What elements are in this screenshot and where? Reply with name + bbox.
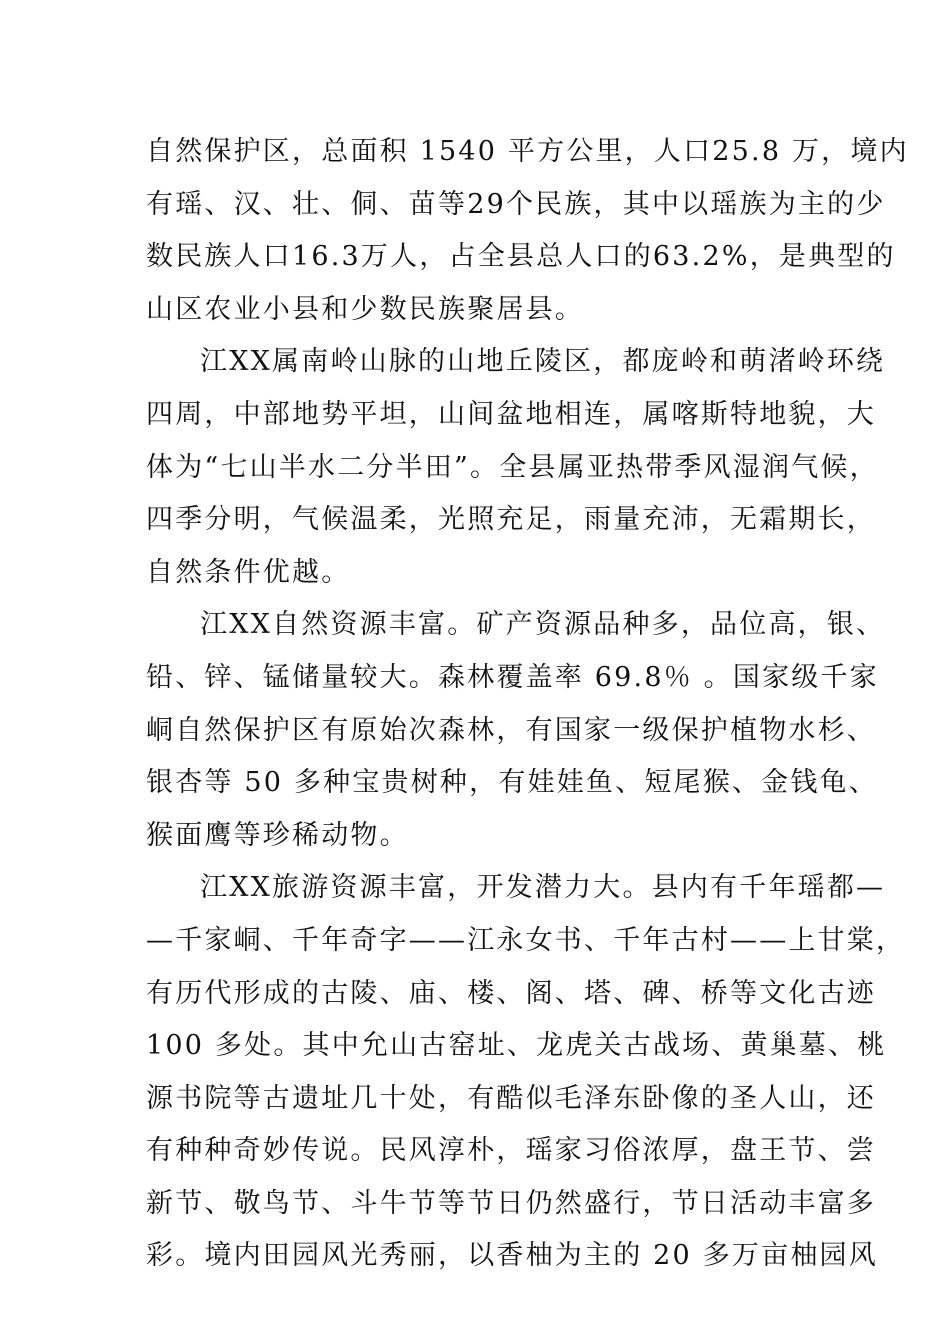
text-line: 数民族人口16.3万人，占全县总人口的63.2%，是典型的 [146,241,896,273]
text-line: 江XX旅游资源丰富，开发潜力大。县内有千年瑶都— [200,872,886,904]
paragraph-tourism [146,862,906,1283]
body-text [146,126,909,1283]
text-line: 四周，中部地势平坦，山间盆地相连，属喀斯特地貌，大 [146,398,876,430]
text-line: 峒自然保护区有原始次森林，有国家一级保护植物水杉、 [146,714,876,746]
text-line: 源书院等古遗址几十处，有酷似毛泽东卧像的圣人山，还 [146,1082,876,1114]
text-line: 新节、敬鸟节、斗牛节等节日仍然盛行，节日活动丰富多 [146,1187,876,1219]
text-line: 100 多处。其中允山古窑址、龙虎关古战场、黄巢墓、桃 [146,1030,887,1062]
text-line: 江XX自然资源丰富。矿产资源品种多，品位高，银、 [200,609,886,641]
paragraph-geography [146,336,886,599]
text-line: 有种种奇妙传说。民风淳朴，瑶家习俗浓厚，盘王节、尝 [146,1135,876,1167]
text-line: 自然保护区，总面积 1540 平方公里，人口25.8 万，境内 [146,136,909,167]
text-line: 四季分明，气候温柔，光照充足，雨量充沛，无霜期长， [146,504,876,536]
text-line: 自然条件优越。 [146,556,351,588]
text-line: 江XX属南岭山脉的山地丘陵区，都庞岭和萌渚岭环绕 [200,346,886,378]
text-line: 彩。境内田园风光秀丽，以香柚为主的 20 多万亩柚园风 [146,1240,878,1272]
text-line: —千家峒、千年奇字——江永女书、千年古村——上甘棠， [146,924,906,956]
text-line: 体为“七山半水二分半田”。全县属亚热带季风湿润气候， [146,451,879,483]
text-line: 铅、锌、锰储量较大。森林覆盖率 69.8％ 。国家级千家 [146,661,879,693]
text-line: 山区农业小县和少数民族聚居县。 [146,293,584,325]
text-line: 有历代形成的古陵、庙、楼、阁、塔、碑、桥等文化古迹 [146,977,876,1009]
text-line: 有瑶、汉、壮、侗、苗等29个民族，其中以瑶族为主的少 [146,188,886,220]
paragraph-natural-resources [146,599,886,862]
text-line: 猴面鹰等珍稀动物。 [146,819,409,851]
paragraph-population [146,126,909,336]
text-line: 银杏等 50 多种宝贵树种，有娃娃鱼、短尾猴、金钱龟、 [146,767,878,799]
